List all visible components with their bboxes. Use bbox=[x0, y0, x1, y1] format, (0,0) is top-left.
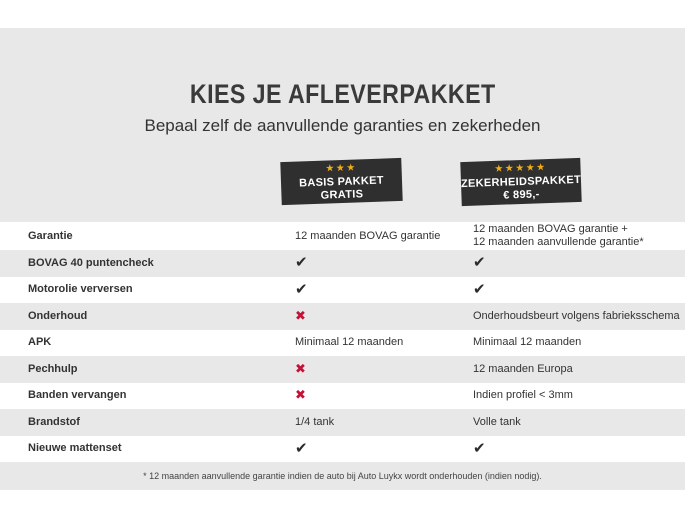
table-row bbox=[0, 277, 685, 304]
zekerheid-cell bbox=[466, 389, 685, 402]
package-zekerheid-badge[interactable] bbox=[460, 158, 581, 206]
zekerheid-cell bbox=[466, 282, 685, 298]
cell-text-line: Minimaal 12 maanden bbox=[473, 336, 582, 349]
row-label: Motorolie verversen bbox=[28, 283, 133, 296]
row-label: Nieuwe mattenset bbox=[28, 442, 122, 455]
cell-text-line: 12 maanden Europa bbox=[473, 362, 573, 375]
basis-cell bbox=[288, 255, 466, 271]
cell-text-line: 12 maanden BOVAG garantie bbox=[295, 229, 441, 242]
table-row bbox=[0, 330, 685, 357]
zekerheid-package-name: ZEKERHEIDSPAKKET bbox=[460, 173, 582, 191]
basis-cell bbox=[288, 416, 466, 429]
basis-cell bbox=[288, 282, 466, 298]
table-row bbox=[0, 356, 685, 383]
cell-text-line: Minimaal 12 maanden bbox=[295, 336, 404, 349]
check-icon: ✔ bbox=[295, 254, 308, 272]
cell-text-line: 12 maanden BOVAG garantie + bbox=[473, 223, 628, 235]
comparison-table bbox=[0, 222, 685, 462]
basis-package-name: BASIS PAKKET bbox=[298, 174, 385, 189]
basis-cell bbox=[288, 388, 466, 403]
table-row bbox=[0, 303, 685, 330]
check-icon: ✔ bbox=[473, 280, 486, 298]
cell-text-line: 12 maanden aanvullende garantie* bbox=[473, 236, 644, 248]
cell-text-line: 1/4 tank bbox=[295, 415, 335, 428]
table-row bbox=[0, 409, 685, 436]
basis-cell bbox=[288, 309, 466, 324]
basis-cell bbox=[288, 441, 466, 457]
row-label: Pechhulp bbox=[28, 362, 78, 375]
zekerheid-stars-icon: ★★★★★ bbox=[494, 162, 547, 175]
top-margin bbox=[0, 0, 685, 28]
basis-cell bbox=[288, 362, 466, 377]
zekerheid-cell bbox=[466, 255, 685, 271]
cell-text-line: Indien profiel < 3mm bbox=[473, 389, 573, 402]
row-label: BOVAG 40 puntencheck bbox=[28, 256, 154, 269]
row-label: Brandstof bbox=[28, 415, 80, 428]
table-row bbox=[0, 436, 685, 463]
cross-icon: ✖ bbox=[295, 360, 306, 376]
zekerheid-cell bbox=[466, 310, 685, 323]
page-subtitle: Bepaal zelf de aanvullende garanties en zekerheden bbox=[144, 116, 541, 135]
row-label: Garantie bbox=[28, 229, 73, 242]
check-icon: ✔ bbox=[295, 280, 308, 298]
zekerheid-cell bbox=[466, 363, 685, 376]
basis-cell bbox=[288, 230, 466, 243]
row-label: Banden vervangen bbox=[28, 389, 127, 402]
cell-text-line: Volle tank bbox=[473, 415, 521, 428]
basis-cell bbox=[288, 336, 466, 349]
cross-icon: ✖ bbox=[295, 307, 306, 323]
zekerheid-cell bbox=[466, 336, 685, 349]
basis-stars-icon: ★★★ bbox=[325, 161, 357, 175]
row-label: Onderhoud bbox=[28, 309, 88, 322]
footnote-text: * 12 maanden aanvullende garantie indien de auto bij Auto Luykx wordt onderhouden (indien nodig). bbox=[143, 471, 542, 481]
zekerheid-cell bbox=[466, 223, 685, 249]
package-basis-badge[interactable] bbox=[280, 158, 402, 205]
table-row bbox=[0, 383, 685, 410]
zekerheid-cell bbox=[466, 416, 685, 429]
bottom-margin bbox=[0, 490, 685, 514]
table-row bbox=[0, 250, 685, 277]
page-title bbox=[0, 80, 685, 108]
zekerheid-cell bbox=[466, 441, 685, 457]
check-icon: ✔ bbox=[295, 439, 308, 457]
check-icon: ✔ bbox=[473, 254, 486, 272]
page-title-text: KIES JE AFLEVERPAKKET bbox=[189, 79, 496, 109]
cell-text-line: Onderhoudsbeurt volgens fabrieksschema bbox=[473, 309, 680, 322]
footnote-band bbox=[0, 462, 685, 490]
basis-package-price: GRATIS bbox=[320, 187, 364, 202]
table-row bbox=[0, 222, 685, 250]
cross-icon: ✖ bbox=[295, 387, 306, 403]
row-label: APK bbox=[28, 336, 52, 349]
check-icon: ✔ bbox=[473, 439, 486, 457]
zekerheid-package-price: € 895,- bbox=[503, 188, 540, 202]
